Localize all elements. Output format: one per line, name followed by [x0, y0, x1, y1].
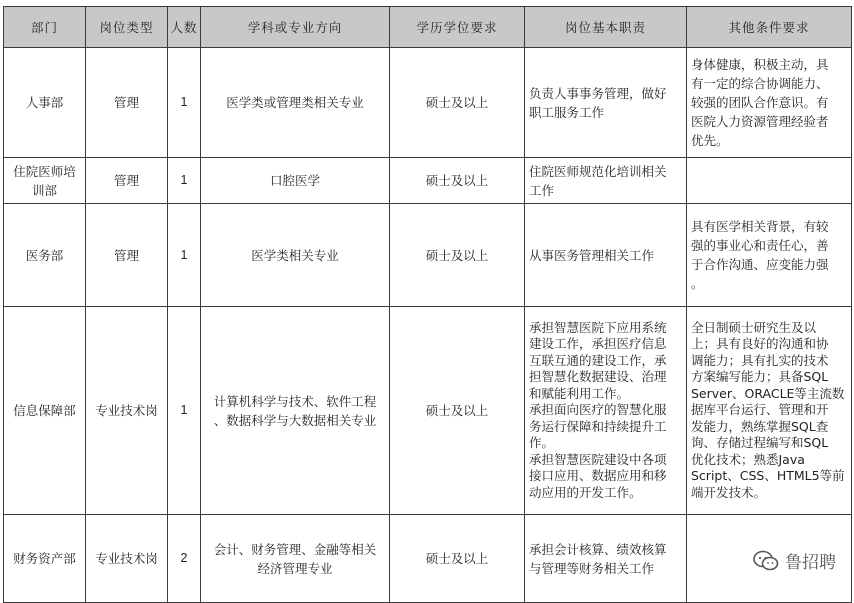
cell-count: 1 — [168, 307, 201, 515]
cell-degree: 硕士及以上 — [390, 158, 525, 204]
header-cell-duty: 岗位基本职责 — [525, 7, 687, 48]
cell-count: 2 — [168, 515, 201, 603]
cell-major: 计算机科学与技术、软件工程 、数据科学与大数据相关专业 — [201, 307, 390, 515]
cell-other: 全日制硕士研究生及以 上；具有良好的沟通和协 调能力；具有扎实的技术 方案编写能力；具备SQL Server、ORACLE等主流数 据库平台运行、管理和开 发能力，熟练掌握SQL查 询、存储过程编写和SQL 优化技术；熟悉Java Script、CSS、HTML5等前 端开发技术。 — [687, 307, 852, 515]
cell-dept: 人事部 — [4, 48, 86, 158]
cell-major: 会计、财务管理、金融等相关 经济管理专业 — [201, 515, 390, 603]
header-cell-count: 人数 — [168, 7, 201, 48]
cell-other — [687, 158, 852, 204]
table-row — [4, 204, 852, 307]
cell-dept: 医务部 — [4, 204, 86, 307]
recruitment-table — [3, 6, 852, 603]
table-row — [4, 515, 852, 603]
cell-degree: 硕士及以上 — [390, 204, 525, 307]
header-cell-degree: 学历学位要求 — [390, 7, 525, 48]
cell-duty: 从事医务管理相关工作 — [525, 204, 687, 307]
watermark — [753, 548, 836, 573]
header-cell-dept: 部门 — [4, 7, 86, 48]
cell-count: 1 — [168, 48, 201, 158]
header-row — [4, 7, 852, 48]
cell-type: 管理 — [86, 204, 168, 307]
cell-other: 身体健康，积极主动，具 有一定的综合协调能力、 较强的团队合作意识。有 医院人力资源管理经验者 优先。 — [687, 48, 852, 158]
cell-type: 专业技术岗 — [86, 307, 168, 515]
cell-type: 专业技术岗 — [86, 515, 168, 603]
wechat-icon — [753, 550, 779, 572]
cell-major: 口腔医学 — [201, 158, 390, 204]
cell-duty: 住院医师规范化培训相关 工作 — [525, 158, 687, 204]
cell-degree: 硕士及以上 — [390, 515, 525, 603]
cell-duty: 承担智慧医院下应用系统 建设工作，承担医疗信息 互联互通的建设工作，承 担智慧化数据建设、治理 和赋能利用工作。 承担面向医疗的智慧化服 务运行保障和持续提升工 作。 承担智慧医院建设中各项 接口应用、数据应用和移 动应用的开发工作。 — [525, 307, 687, 515]
cell-degree: 硕士及以上 — [390, 48, 525, 158]
cell-type: 管理 — [86, 158, 168, 204]
cell-count: 1 — [168, 158, 201, 204]
cell-other: 具有医学相关背景，有较 强的事业心和责任心，善 于合作沟通、应变能力强 。 — [687, 204, 852, 307]
cell-type: 管理 — [86, 48, 168, 158]
cell-dept: 信息保障部 — [4, 307, 86, 515]
table-row — [4, 48, 852, 158]
cell-major: 医学类相关专业 — [201, 204, 390, 307]
cell-duty: 承担会计核算、绩效核算 与管理等财务相关工作 — [525, 515, 687, 603]
table-row — [4, 158, 852, 204]
table-row — [4, 307, 852, 515]
cell-duty: 负责人事事务管理，做好 职工服务工作 — [525, 48, 687, 158]
cell-major: 医学类或管理类相关专业 — [201, 48, 390, 158]
header-cell-other: 其他条件要求 — [687, 7, 852, 48]
cell-degree: 硕士及以上 — [390, 307, 525, 515]
cell-dept: 财务资产部 — [4, 515, 86, 603]
watermark-text: 鲁招聘 — [785, 553, 836, 573]
cell-count: 1 — [168, 204, 201, 307]
cell-dept: 住院医师培 训部 — [4, 158, 86, 204]
header-cell-type: 岗位类型 — [86, 7, 168, 48]
header-cell-major: 学科或专业方向 — [201, 7, 390, 48]
